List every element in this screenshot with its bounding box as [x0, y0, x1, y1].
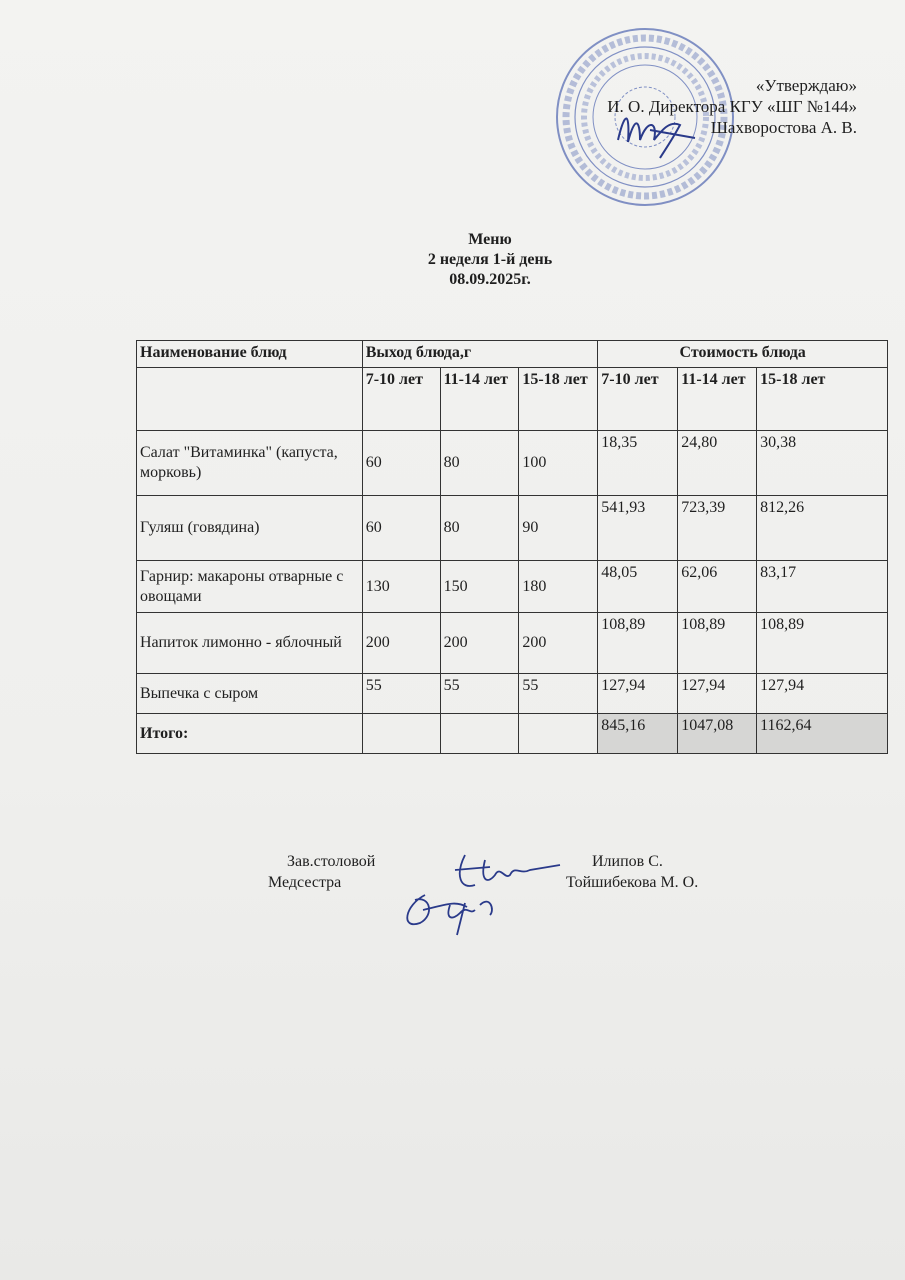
age-group: 15-18 лет [757, 368, 888, 431]
yield-cell: 180 [519, 561, 598, 613]
dish-name: Выпечка с сыром [137, 674, 363, 714]
cost-cell: 723,39 [678, 496, 757, 561]
dish-name: Напиток лимонно - яблочный [137, 613, 363, 674]
dish-name: Гуляш (говядина) [137, 496, 363, 561]
yield-cell: 90 [519, 496, 598, 561]
cost-cell: 48,05 [598, 561, 678, 613]
total-label: Итого: [137, 714, 363, 754]
age-group: 7-10 лет [362, 368, 440, 431]
cost-cell: 30,38 [757, 431, 888, 496]
age-group: 11-14 лет [440, 368, 519, 431]
cost-cell: 812,26 [757, 496, 888, 561]
yield-cell: 100 [519, 431, 598, 496]
title-date: 08.09.2025г. [449, 271, 531, 288]
yield-cell: 60 [362, 496, 440, 561]
cost-cell: 541,93 [598, 496, 678, 561]
yield-cell: 150 [440, 561, 519, 613]
age-group: 11-14 лет [678, 368, 757, 431]
cost-cell: 127,94 [757, 674, 888, 714]
age-group: 7-10 лет [598, 368, 678, 431]
header-yield: Выход блюда,г [362, 341, 598, 368]
total-cost: 845,16 [598, 714, 678, 754]
nurse-name: Тойшибекова М. О. [566, 874, 699, 891]
yield-cell: 200 [362, 613, 440, 674]
yield-cell: 55 [519, 674, 598, 714]
cost-cell: 127,94 [598, 674, 678, 714]
canteen-head-role: Зав.столовой [287, 853, 376, 870]
cost-cell: 24,80 [678, 431, 757, 496]
header-cost: Стоимость блюда [598, 341, 888, 368]
yield-cell: 55 [440, 674, 519, 714]
total-cost: 1162,64 [757, 714, 888, 754]
cost-cell: 83,17 [757, 561, 888, 613]
yield-cell: 80 [440, 431, 519, 496]
table-row [137, 431, 888, 496]
approval-position: И. О. Директора КГУ «ШГ №144» [607, 97, 857, 116]
empty-cell [137, 368, 363, 431]
yield-cell: 55 [362, 674, 440, 714]
table-row [137, 561, 888, 613]
cost-cell: 108,89 [757, 613, 888, 674]
title-menu: Меню [468, 231, 512, 248]
cost-cell: 108,89 [678, 613, 757, 674]
dish-name: Салат "Витаминка" (капуста, морковь) [137, 431, 363, 496]
table-header-row [137, 341, 888, 368]
yield-cell: 80 [440, 496, 519, 561]
yield-cell: 60 [362, 431, 440, 496]
dish-name: Гарнир: макароны отварные с овощами [137, 561, 363, 613]
cost-cell: 18,35 [598, 431, 678, 496]
age-group: 15-18 лет [519, 368, 598, 431]
table-total-row [137, 714, 888, 754]
approval-heading: «Утверждаю» [755, 76, 857, 95]
table-row [137, 613, 888, 674]
handwritten-signatures [395, 835, 565, 940]
total-cell [519, 714, 598, 754]
canteen-head-name: Илипов С. [592, 853, 663, 870]
table-row [137, 674, 888, 714]
table-age-row [137, 368, 888, 431]
approval-block [607, 75, 857, 138]
menu-table [136, 340, 888, 754]
cost-cell: 62,06 [678, 561, 757, 613]
total-cell [362, 714, 440, 754]
cost-cell: 127,94 [678, 674, 757, 714]
total-cell [440, 714, 519, 754]
yield-cell: 200 [519, 613, 598, 674]
title-week-day: 2 неделя 1-й день [427, 251, 553, 268]
yield-cell: 130 [362, 561, 440, 613]
yield-cell: 200 [440, 613, 519, 674]
cost-cell: 108,89 [598, 613, 678, 674]
total-cost: 1047,08 [678, 714, 757, 754]
approval-name: Шахворостова А. В. [710, 118, 857, 137]
header-dish-name: Наименование блюд [137, 341, 363, 368]
menu-title [0, 230, 905, 290]
nurse-role: Медсестра [268, 874, 342, 891]
table-row [137, 496, 888, 561]
